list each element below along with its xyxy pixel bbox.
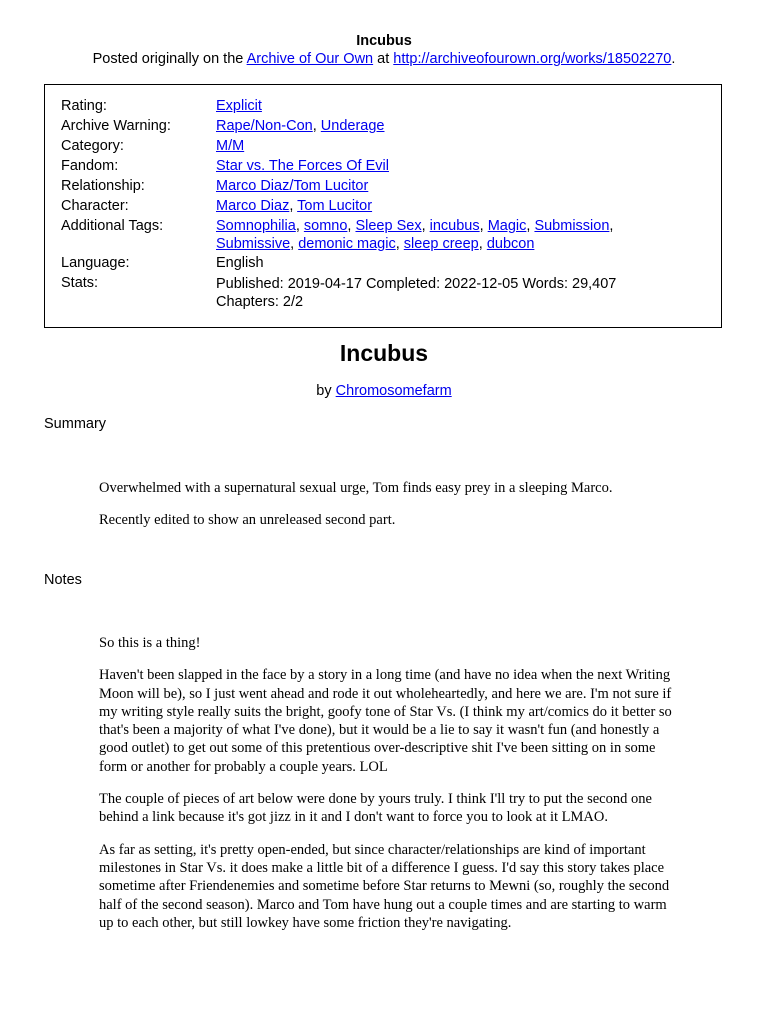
tag-link[interactable]: Submission xyxy=(534,218,610,234)
fandom-label: Fandom: xyxy=(61,158,119,174)
notes-paragraph: Haven't been slapped in the face by a story in a long time (and have no idea when the next Writing Moon will be), so I just went ahead and rode it out wholeheartedly, and here we are. I'm not sure if my writing style really suits the bright, goofy tone of Star Vs. (I think my art/comics do it better so that's been a majority of what I've done), but it would be a lie to say it wasn't fun (and honestly a good outlet) to get out some of this pretentious over-descriptive shit I've been sitting on in some form or another for probably a couple years. LOL xyxy=(99,667,672,775)
tag-link[interactable]: Sleep Sex xyxy=(355,218,422,234)
posted-prefix: Posted originally on the xyxy=(92,51,244,67)
posted-period: . xyxy=(671,51,676,67)
notes-paragraph: The couple of pieces of art below were done by yours truly. I think I'll try to put the second one behind a link because it's got jizz in it and I don't want to force you to look at it LMAO. xyxy=(99,791,652,826)
warning-link[interactable]: Rape/Non-Con xyxy=(216,118,313,134)
tag-link[interactable]: demonic magic xyxy=(298,235,396,252)
tag-link[interactable]: dubcon xyxy=(486,235,535,252)
tag-link[interactable]: Magic xyxy=(487,218,527,234)
author-link[interactable]: Chromosomefarm xyxy=(335,383,452,399)
work-url-link[interactable]: http://archiveofourown.org/works/18502270 xyxy=(393,51,672,67)
notes-body xyxy=(99,634,674,946)
tag-link[interactable]: Somnophilia xyxy=(216,218,296,234)
relationship-label: Relationship: xyxy=(61,178,145,194)
tag-link[interactable]: sleep creep xyxy=(403,235,479,252)
relationship-link[interactable]: Marco Diaz/Tom Lucitor xyxy=(216,178,369,194)
byline xyxy=(0,383,768,399)
language-label: Language: xyxy=(61,255,130,271)
stats-label: Stats: xyxy=(61,275,99,291)
character-link[interactable]: Marco Diaz xyxy=(216,198,290,214)
tag-link[interactable]: incubus xyxy=(429,218,480,234)
category-label: Category: xyxy=(61,138,124,154)
character-link[interactable]: Tom Lucitor xyxy=(297,198,373,214)
character-label: Character: xyxy=(61,198,129,214)
work-title: Incubus xyxy=(339,340,429,366)
notes-paragraph: So this is a thing! xyxy=(99,635,201,651)
summary-paragraph: Overwhelmed with a supernatural sexual urge, Tom finds easy prey in a sleeping Marco. xyxy=(99,480,613,496)
header-title: Incubus xyxy=(356,33,412,49)
rating-link[interactable]: Explicit xyxy=(216,98,262,114)
tag-link[interactable]: Submissive xyxy=(216,235,291,252)
summary-body xyxy=(99,479,679,544)
notes-paragraph: As far as setting, it's pretty open-ended, but since character/relationships are kind of important milestones in Star Vs. it does make a little bit of a difference I guess. I'd say this story takes place sometime after Friendenemies and sometime before Star returns to Mewni (so, roughly the second half of the second season). Marco and Tom have hung out a couple times and are starting to warm up to each other, but still lowkey have some friction they're navigating. xyxy=(99,841,670,931)
tags-label: Additional Tags: xyxy=(61,218,164,234)
posted-at: at xyxy=(377,51,390,67)
tag-link[interactable]: somno xyxy=(303,218,348,234)
warning-link[interactable]: Underage xyxy=(320,118,385,134)
fandom-link[interactable]: Star vs. The Forces Of Evil xyxy=(216,158,389,174)
tags-list: Somnophilia, somno, Sleep Sex, incubus, Magic, Submission, Submissive, demonic magic, sleep creep, dubcon xyxy=(216,218,614,252)
summary-heading: Summary xyxy=(44,416,107,432)
archive-link[interactable]: Archive of Our Own xyxy=(246,51,374,67)
rating-label: Rating: xyxy=(61,98,107,114)
chapters-line: Chapters: 2/2 xyxy=(216,294,304,310)
summary-paragraph: Recently edited to show an unreleased second part. xyxy=(99,512,396,529)
warning-label: Archive Warning: xyxy=(61,118,171,134)
stats-line: Published: 2019-04-17 Completed: 2022-12-05 Words: 29,407 xyxy=(216,276,617,292)
document-header xyxy=(0,0,768,68)
language-value: English xyxy=(216,255,264,271)
category-link[interactable]: M/M xyxy=(216,138,245,154)
metadata-box: Rating: Explicit Archive Warning: Rape/Non-Con, Underage Category: M/M Fandom: Star vs. The Forces Of Evil Relationship: Marco Diaz/Tom Lucitor Character: Marco Diaz, Tom Lucitor Additional Tags: Somnophilia, somno, Sleep Sex, incubus, Magic, Submission, Submissive, demonic magic, sleep creep, dubcon Language: English Stats: Published: 2019-04-17 Completed: 2022-12-05 Words: 29,407 Chapters: 2/2 xyxy=(44,84,722,328)
by-label: by xyxy=(316,383,332,399)
posted-line xyxy=(0,50,768,68)
notes-heading: Notes xyxy=(44,572,82,588)
